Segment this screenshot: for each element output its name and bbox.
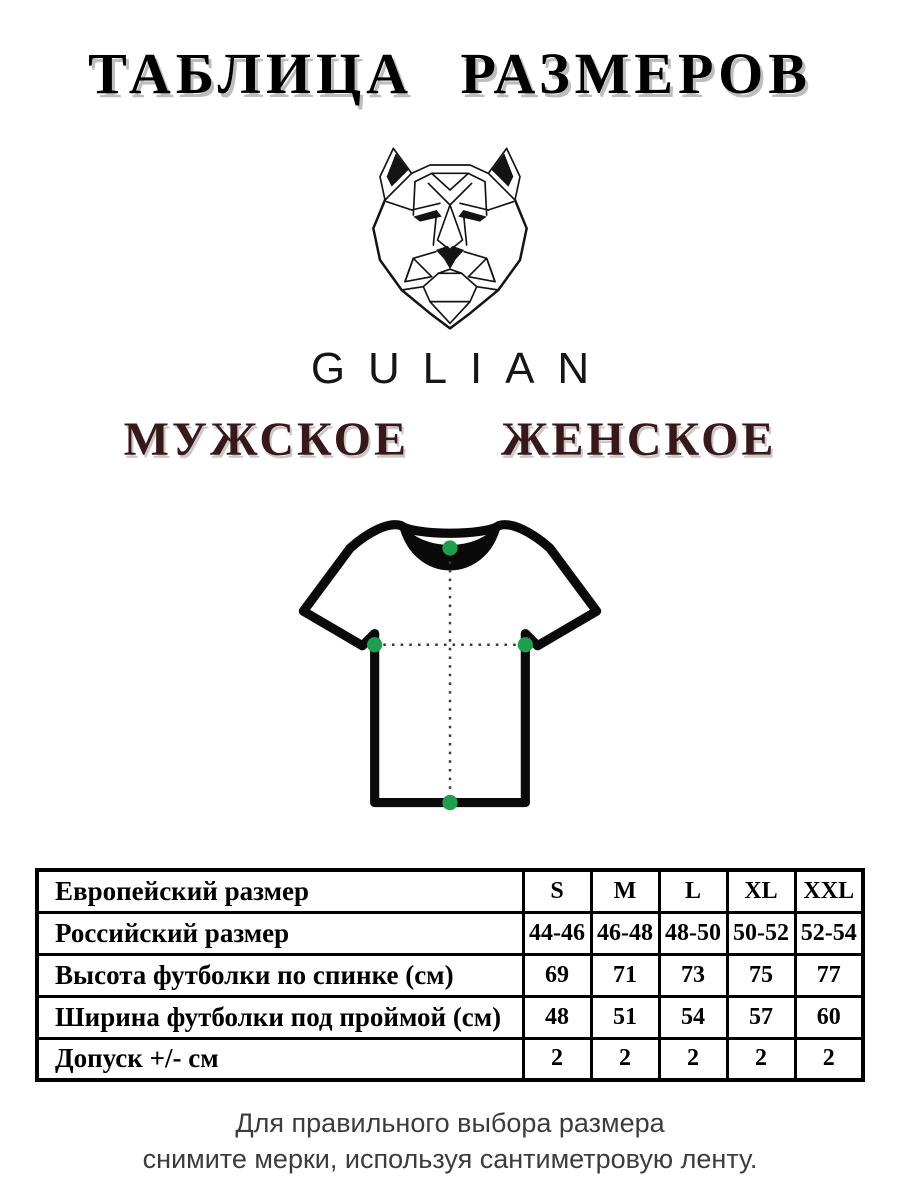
size-value-cell: 57 <box>727 996 795 1038</box>
size-value-cell: 2 <box>523 1038 591 1080</box>
size-value-cell: 50-52 <box>727 912 795 954</box>
row-label: Российский размер <box>37 912 523 954</box>
measurement-diagram <box>0 491 900 832</box>
gender-labels <box>0 412 900 467</box>
row-label: Европейский размер <box>37 870 523 912</box>
table-row-tolerance <box>37 1038 863 1080</box>
size-value-cell: 2 <box>591 1038 659 1080</box>
size-value-cell: 44-46 <box>523 912 591 954</box>
footer-note-line1: Для правильного выбора размера <box>235 1108 665 1138</box>
size-value-cell: 48 <box>523 996 591 1038</box>
size-chart-table <box>35 868 865 1082</box>
size-chart-page <box>0 40 900 1200</box>
table-row-armpit-width <box>37 996 863 1038</box>
row-label: Допуск +/- см <box>37 1038 523 1080</box>
size-value-cell: 2 <box>659 1038 727 1080</box>
size-value-cell: XXL <box>795 870 863 912</box>
size-value-cell: 71 <box>591 954 659 996</box>
page-title: ТАБЛИЦА РАЗМЕРОВ <box>88 41 812 106</box>
brand-wordmark: GULIAN <box>310 344 612 393</box>
right-chest-measure-dot <box>518 637 533 652</box>
table-row-back-height <box>37 954 863 996</box>
gender-label-female: ЖЕНСКОЕ <box>500 413 777 466</box>
size-value-cell: 77 <box>795 954 863 996</box>
size-value-cell: 51 <box>591 996 659 1038</box>
size-value-cell: 2 <box>727 1038 795 1080</box>
size-value-cell: 48-50 <box>659 912 727 954</box>
size-value-cell: 60 <box>795 996 863 1038</box>
hem-measure-dot <box>442 795 457 810</box>
left-chest-measure-dot <box>367 637 382 652</box>
brand-logo <box>0 135 900 340</box>
size-value-cell: 52-54 <box>795 912 863 954</box>
size-value-cell: 69 <box>523 954 591 996</box>
size-value-cell: 75 <box>727 954 795 996</box>
size-value-cell: XL <box>727 870 795 912</box>
tshirt-diagram-icon <box>287 491 613 827</box>
size-value-cell: L <box>659 870 727 912</box>
row-label: Ширина футболки под проймой (см) <box>37 996 523 1038</box>
size-value-cell: 2 <box>795 1038 863 1080</box>
neck-measure-dot <box>442 540 457 555</box>
footer-note <box>0 1106 900 1177</box>
size-value-cell: S <box>523 870 591 912</box>
table-row-russian-size <box>37 912 863 954</box>
footer-note-line2: снимите мерки, используя сантиметровую ленту. <box>142 1143 758 1174</box>
tiger-head-icon <box>357 135 543 335</box>
size-value-cell: 46-48 <box>591 912 659 954</box>
row-label: Высота футболки по спинке (см) <box>37 954 523 996</box>
size-value-cell: M <box>591 870 659 912</box>
table-row-european-size <box>37 870 863 912</box>
gender-label-male: МУЖСКОЕ <box>123 413 409 466</box>
size-value-cell: 54 <box>659 996 727 1038</box>
size-value-cell: 73 <box>659 954 727 996</box>
